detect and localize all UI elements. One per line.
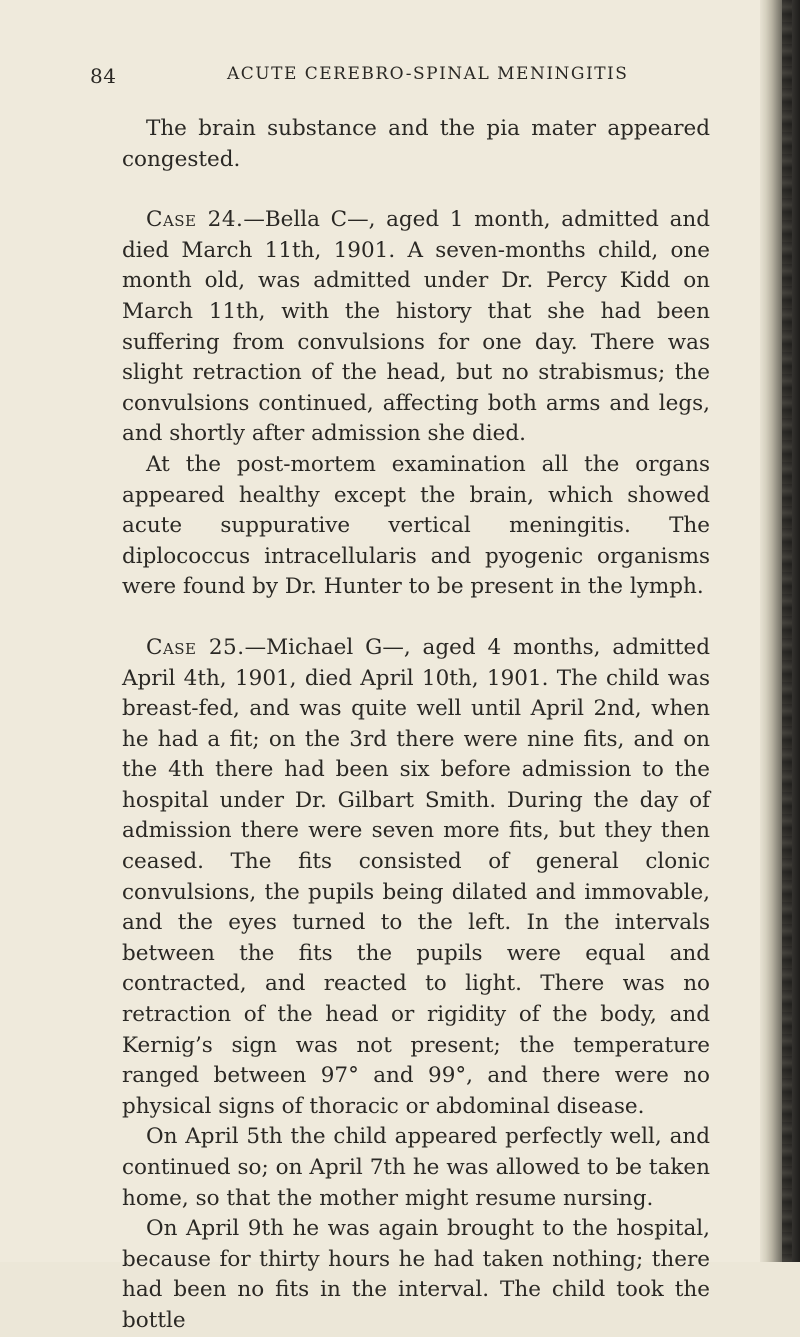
paragraph-april-5: On April 5th the child appeared perfectly well, and continued so; on April 7th he was allowed to be taken home, so that the mother might resume nursing. — [122, 1124, 710, 1211]
paragraph-brain-substance: The brain substance and the pia mater appeared congested. — [122, 116, 710, 172]
body-text — [122, 114, 710, 1337]
case-25-label: Case 25. — [146, 634, 245, 660]
paragraph-post-mortem: At the post-mortem examination all the organs appeared healthy except the brain, which showed acute suppurative vertical meningitis. The diplococcus intracellularis and pyogenic organisms were found by Dr. Hunter to be present in the lymph. — [122, 451, 710, 600]
page-edge-shadow — [760, 0, 800, 1262]
case-24-label: Case 24. — [146, 207, 244, 233]
binding-edge — [782, 0, 792, 1262]
paragraph-case-25 — [122, 633, 710, 1123]
paragraph-april-9: On April 9th he was again brought to the hospital, because for thirty hours he had taken nothing; there had been no fits in the interval. The child took the bottle — [122, 1216, 710, 1333]
case-24-text: —Bella C—, aged 1 month, admitted and died March 11th, 1901. A seven-months child, one month old, was admitted under Dr. Percy Kidd on March 11th, with the history that she had been suffering from convulsions for one day. There was slight retraction of the head, but no strabismus; the convulsions continued, affecting both arms and legs, and shortly after admission she died. — [122, 207, 710, 447]
page-number: 84 — [90, 64, 117, 88]
case-25-text: —Michael G—, aged 4 months, admitted April 4th, 1901, died April 10th, 1901. The child was breast-fed, and was quite well until April 2nd, when he had a fit; on the 3rd there were nine fits, and on the 4th there had been six before admission to the hospital under Dr. Gilbart Smith. During the day of admission there were seven more fits, but they then ceased. The fits consisted of general clonic convulsions, the pupils being dilated and immovable, and the eyes turned to the left. In the intervals between the fits the pupils were equal and contracted, and reacted to light. There was no retraction of the head or rigidity of the body, and Kernig’s sign was not present; the temperature ranged between 97° and 99°, and there were no physical signs of thoracic or abdominal disease. — [122, 634, 710, 1119]
paragraph-case-24 — [122, 205, 710, 450]
running-head — [90, 64, 710, 94]
running-title: ACUTE CEREBRO-SPINAL MENINGITIS — [227, 64, 629, 84]
